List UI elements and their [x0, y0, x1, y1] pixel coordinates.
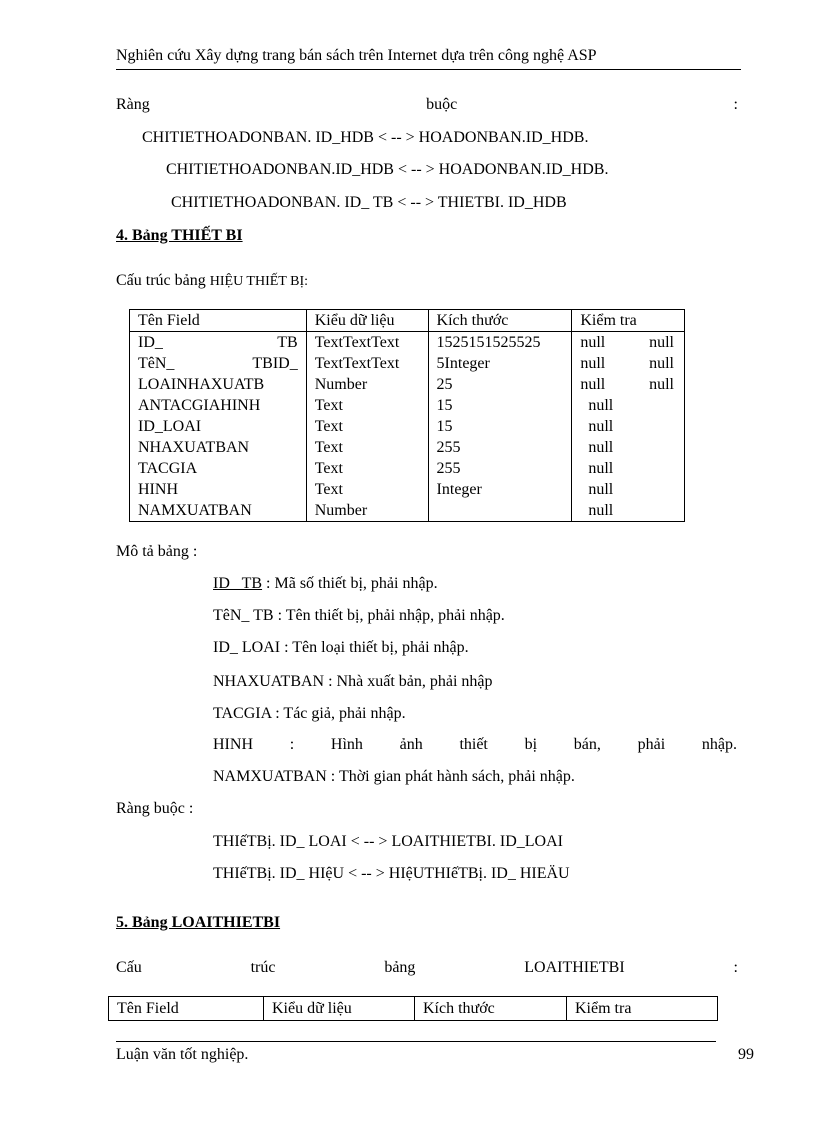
structure-table-name: HIỆU THIẾT BỊ:: [209, 274, 308, 289]
description-line-5: TACGIA : Tác giả, phải nhập.: [213, 705, 406, 722]
structure-word: bảng: [384, 959, 416, 976]
table-header-row: [130, 310, 685, 332]
field-name-cell: [130, 479, 307, 500]
check-value: null: [580, 355, 606, 372]
constraint-heading-line: [116, 96, 738, 114]
column-header: Tên Field: [109, 997, 264, 1021]
description-label: Mô tả bảng :: [116, 543, 198, 560]
table-row: [130, 500, 685, 522]
check-value: null: [649, 376, 674, 393]
data-type-cell: Number: [306, 374, 428, 395]
check-cell: [572, 500, 685, 522]
column-header: Tên Field: [130, 310, 307, 332]
field-name-suffix: TBID_: [252, 355, 298, 372]
check-value: null: [588, 439, 614, 456]
table-row: [130, 437, 685, 458]
field-name: ID_: [138, 334, 163, 351]
description-line-6: [213, 736, 737, 754]
description-line-4: NHAXUATBAN : Nhà xuất bản, phải nhập: [213, 673, 493, 690]
field-name-cell: [130, 395, 307, 416]
check-value: null: [588, 397, 614, 414]
size-cell: 5Integer: [428, 353, 572, 374]
check-cell: [572, 332, 685, 354]
structure-label: [116, 272, 308, 290]
field-name: NAMXUATBAN: [138, 502, 252, 519]
table-row: [130, 374, 685, 395]
description-line-2: TêN_ TB : Tên thiết bị, phải nhập, phải nhập.: [213, 607, 505, 624]
constraint-rule-2: THIếTBị. ID_ HIệU < -- > HIệUTHIếTBị. ID_ HIEÄU: [213, 865, 570, 882]
column-header: Kiểu dữ liệu: [264, 997, 415, 1021]
description-line-1: [213, 575, 438, 593]
field-name: HINH: [138, 481, 178, 498]
constraint-label: Ràng buộc :: [116, 800, 194, 817]
constraint-word-1: Ràng: [116, 96, 150, 113]
check-cell: [572, 374, 685, 395]
field-name: TêN_: [138, 355, 175, 372]
size-cell: 15: [428, 395, 572, 416]
description-line-7: NAMXUATBAN : Thời gian phát hành sách, phải nhập.: [213, 768, 575, 785]
field-name-cell: [130, 500, 307, 522]
loaithietbi-structure-table: [108, 996, 718, 1021]
field-name: LOAINHAXUATB: [138, 376, 265, 393]
size-cell: 1525151525525: [428, 332, 572, 354]
size-cell: 15: [428, 416, 572, 437]
page-number: 99: [738, 1046, 754, 1063]
size-cell: 25: [428, 374, 572, 395]
check-cell: [572, 437, 685, 458]
description-word: Hình: [330, 736, 363, 753]
table-header-row: [109, 997, 718, 1021]
table-row: [130, 332, 685, 354]
field-name-suffix: TB: [277, 334, 298, 351]
data-type-cell: TextTextText: [306, 353, 428, 374]
table-row: [130, 479, 685, 500]
structure-word: Cấu: [116, 959, 142, 976]
data-type-cell: Text: [306, 458, 428, 479]
structure-word: :: [733, 959, 738, 976]
field-name-cell: [130, 332, 307, 354]
description-word: HINH: [213, 736, 253, 753]
check-value: null: [649, 334, 674, 351]
thietbi-structure-table: [129, 309, 685, 522]
size-cell: 255: [428, 458, 572, 479]
check-value: null: [588, 502, 614, 519]
constraint-word-3: :: [733, 96, 738, 113]
data-type-cell: Text: [306, 395, 428, 416]
column-header: Kiểm tra: [567, 997, 718, 1021]
check-cell: [572, 395, 685, 416]
constraint-word-2: buộc: [426, 96, 458, 113]
data-type-cell: TextTextText: [306, 332, 428, 354]
check-cell: [572, 353, 685, 374]
description-word: :: [289, 736, 295, 753]
footer-text: Luận văn tốt nghiệp.: [116, 1046, 249, 1063]
structure-word: LOAITHIETBI: [524, 959, 625, 976]
structure-label-text: Cấu trúc bảng: [116, 272, 206, 289]
size-cell: [428, 500, 572, 522]
field-name-cell: [130, 374, 307, 395]
check-value: null: [580, 376, 606, 393]
check-cell: [572, 416, 685, 437]
section-5-heading: 5. Bảng LOAITHIETBI: [116, 914, 281, 931]
field-name: ANTACGIAHINH: [138, 397, 261, 414]
description-word: bán,: [573, 736, 601, 753]
check-value: null: [649, 355, 674, 372]
check-value: null: [588, 460, 614, 477]
field-name: ID_LOAI: [138, 418, 202, 435]
table-row: [130, 395, 685, 416]
field-name-cell: [130, 353, 307, 374]
data-type-cell: Text: [306, 479, 428, 500]
data-type-cell: Text: [306, 416, 428, 437]
section-5-structure-line: [116, 959, 738, 977]
field-name-cell: [130, 458, 307, 479]
running-header: Nghiên cứu Xây dựng trang bán sách trên Internet dựa trên công nghệ ASP: [116, 47, 597, 64]
data-type-cell: Text: [306, 437, 428, 458]
table-row: [130, 416, 685, 437]
description-key: ID_ TB: [213, 575, 263, 592]
description-text: : Mã số thiết bị, phải nhập.: [266, 575, 438, 592]
description-word: thiết: [459, 736, 488, 753]
field-name-cell: [130, 437, 307, 458]
section-4-heading: 4. Bảng THIẾT BI: [116, 227, 243, 244]
field-name-cell: [130, 416, 307, 437]
description-word: phải: [637, 736, 666, 753]
description-line-3: ID_ LOAI : Tên loại thiết bị, phải nhập.: [213, 639, 469, 656]
size-cell: Integer: [428, 479, 572, 500]
column-header: Kích thước: [428, 310, 572, 332]
check-value: null: [580, 334, 606, 351]
table-row: [130, 353, 685, 374]
description-word: bị: [524, 736, 538, 753]
footer-rule: [116, 1041, 716, 1042]
field-name: NHAXUATBAN: [138, 439, 250, 456]
description-word: ảnh: [399, 736, 423, 753]
column-header: Kiểm tra: [572, 310, 685, 332]
constraint-line-1: CHITIETHOADONBAN. ID_HDB < -- > HOADONBAN.ID_HDB.: [142, 129, 589, 146]
constraint-rule-1: THIếTBị. ID_ LOAI < -- > LOAITHIETBI. ID_LOAI: [213, 833, 563, 850]
constraint-line-2: CHITIETHOADONBAN.ID_HDB < -- > HOADONBAN.ID_HDB.: [166, 161, 609, 178]
check-value: null: [588, 418, 614, 435]
field-name: TACGIA: [138, 460, 198, 477]
table-row: [130, 458, 685, 479]
constraint-line-3: CHITIETHOADONBAN. ID_ TB < -- > THIETBI. ID_HDB: [171, 194, 567, 211]
structure-word: trúc: [250, 959, 276, 976]
column-header: Kích thước: [415, 997, 567, 1021]
description-word: nhập.: [701, 736, 737, 753]
header-rule: [116, 69, 741, 70]
size-cell: 255: [428, 437, 572, 458]
check-value: null: [588, 481, 614, 498]
check-cell: [572, 458, 685, 479]
check-cell: [572, 479, 685, 500]
data-type-cell: Number: [306, 500, 428, 522]
column-header: Kiểu dữ liệu: [306, 310, 428, 332]
